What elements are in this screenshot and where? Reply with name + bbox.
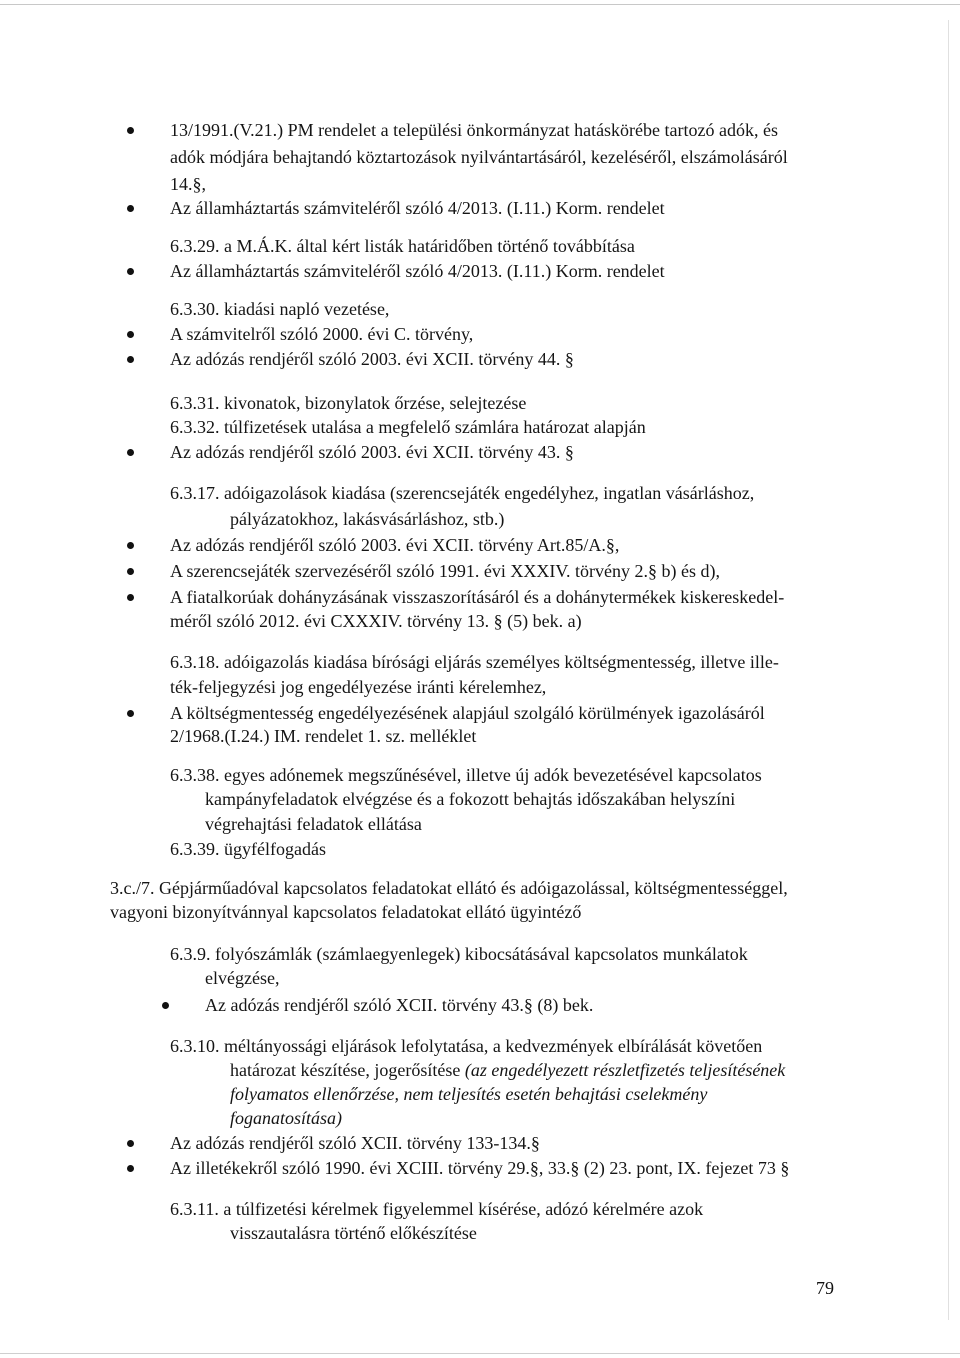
bullet-item: Az adózás rendjéről szóló 2003. évi XCII. törvény Art.85/A.§, <box>170 535 620 555</box>
italic-text: foganatosítása) <box>230 1108 343 1128</box>
text-line: kampányfeladatok elvégzése és a fokozott behajtás időszakában helyszíni <box>205 789 736 809</box>
text-line: elvégzése, <box>205 968 280 988</box>
section-item: 6.3.30. kiadási napló vezetése, <box>170 299 390 319</box>
bullet-item: Az adózás rendjéről szóló 2003. évi XCII. törvény 44. § <box>170 349 574 369</box>
page-number: 79 <box>816 1278 834 1298</box>
italic-text <box>230 1082 707 1106</box>
section-heading: 3.c./7. Gépjárműadóval kapcsolatos feladatokat ellátó és adóigazolással, költségmentességgel, <box>110 878 788 898</box>
text-line <box>230 1058 785 1082</box>
bullet-item: A költségmentesség engedélyezésének alapjául szolgáló körülmények igazolásáról <box>170 703 765 723</box>
bullet-item: Az államháztartás számviteléről szóló 4/2013. (I.11.) Korm. rendelet <box>170 198 665 218</box>
bullet-item: Az adózás rendjéről szóló 2003. évi XCII. törvény 43. § <box>170 442 574 462</box>
bullet-item: Az adózás rendjéről szóló XCII. törvény 43.§ (8) bek. <box>205 995 594 1015</box>
bullet-item: Az illetékekről szóló 1990. évi XCIII. törvény 29.§, 33.§ (2) 23. pont, IX. fejezet 73 § <box>170 1158 790 1178</box>
text-line: adók módjára behajtandó köztartozások nyilvántartásáról, kezeléséről, elszámolásáról <box>170 147 788 167</box>
bullet-item: A fiatalkorúak dohányzásának visszaszorításáról és a dohánytermékek kiskereskedel- <box>170 587 785 607</box>
italic-text: folyamatos ellenőrzése, nem teljesítés esetén behajtási cselekmény <box>230 1084 708 1104</box>
section-item: 6.3.9. folyószámlák (számlaegyenlegek) kibocsátásával kapcsolatos munkálatok <box>170 944 748 964</box>
text-line: végrehajtási feladatok ellátása <box>205 814 422 834</box>
section-item: 6.3.39. ügyfélfogadás <box>170 839 326 859</box>
bullet-item: A számvitelről szóló 2000. évi C. törvény, <box>170 324 474 344</box>
text-line: pályázatokhoz, lakásvásárláshoz, stb.) <box>230 509 505 529</box>
bullet-item: Az államháztartás számviteléről szóló 4/2013. (I.11.) Korm. rendelet <box>170 261 665 281</box>
italic-text: (az engedélyezett részletfizetés teljesítésének <box>464 1060 786 1080</box>
section-item: 6.3.18. adóigazolás kiadása bírósági eljárás személyes költségmentesség, illetve ille- <box>170 652 779 672</box>
section-item: 6.3.29. a M.Á.K. által kért listák határidőben történő továbbítása <box>170 236 635 256</box>
scan-edge-bottom <box>0 1353 960 1354</box>
bullet-item: A szerencsejáték szervezéséről szóló 1991. évi XXXIV. törvény 2.§ b) és d), <box>170 561 720 581</box>
text-line: 2/1968.(I.24.) IM. rendelet 1. sz. melléklet <box>170 726 477 746</box>
section-item: 6.3.10. méltányossági eljárások lefolytatása, a kedvezmények elbírálását követően <box>170 1036 763 1056</box>
text-line: visszautalásra történő előkészítése <box>230 1223 477 1243</box>
text-line: vagyoni bizonyítvánnyal kapcsolatos feladatokat ellátó ügyintéző <box>110 902 582 922</box>
scan-edge-top <box>0 4 960 5</box>
scan-edge-right <box>948 20 949 1320</box>
text-line: ték-feljegyzési jog engedélyezése iránti kérelemhez, <box>170 677 547 697</box>
text-line: méről szóló 2012. évi CXXXIV. törvény 13. § (5) bek. a) <box>170 611 582 631</box>
bullet-item: 13/1991.(V.21.) PM rendelet a települési önkormányzat hatáskörébe tartozó adók, és <box>170 120 778 140</box>
section-item: 6.3.11. a túlfizetési kérelmek figyelemmel kísérése, adózó kérelmére azok <box>170 1199 704 1219</box>
bullet-item: Az adózás rendjéről szóló XCII. törvény 133-134.§ <box>170 1133 540 1153</box>
section-item: 6.3.17. adóigazolások kiadása (szerencsejáték engedélyhez, ingatlan vásárláshoz, <box>170 483 755 503</box>
section-item: 6.3.38. egyes adónemek megszűnésével, illetve új adók bevezetésével kapcsolatos <box>170 765 762 785</box>
section-item: 6.3.31. kivonatok, bizonylatok őrzése, selejtezése <box>170 393 527 413</box>
italic-text <box>230 1106 342 1130</box>
text-span: határozat készítése, jogerősítése <box>230 1060 461 1080</box>
section-item: 6.3.32. túlfizetések utalása a megfelelő számlára határozat alapján <box>170 417 646 437</box>
text-line: 14.§, <box>170 174 206 194</box>
